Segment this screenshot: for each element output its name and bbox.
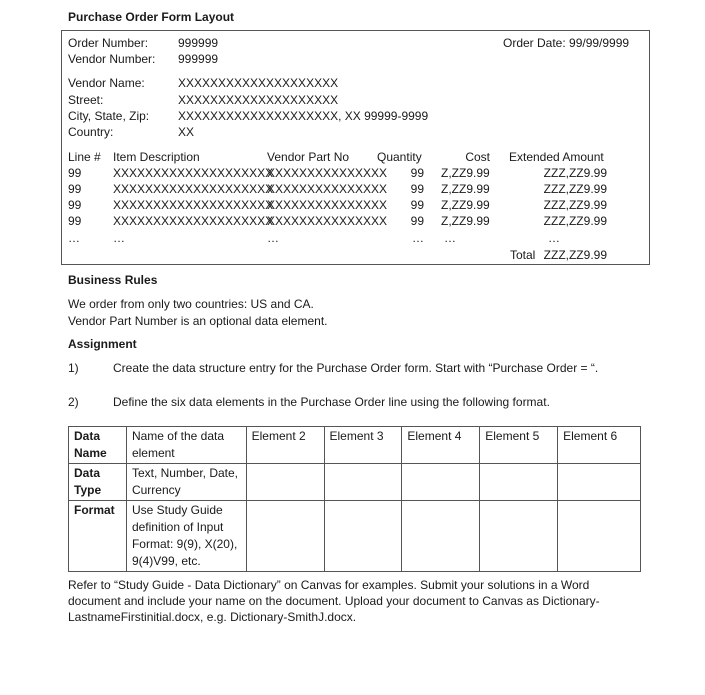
row-description: … [113, 231, 125, 245]
business-rule-1: We order from only two countries: US and CA. [68, 297, 314, 311]
col-header-cost: Cost [465, 150, 490, 164]
row-extended: ZZZ,ZZ9.99 [543, 182, 607, 196]
order-date: Order Date: 99/99/9999 [503, 36, 630, 50]
total-label: Total [510, 248, 536, 262]
table-cell [558, 464, 641, 501]
vendor-name-value: XXXXXXXXXXXXXXXXXXXX [178, 76, 339, 90]
order-number-label: Order Number: [68, 36, 149, 50]
order-number-value: 999999 [178, 36, 219, 50]
row-cost: Z,ZZ9.99 [441, 214, 490, 228]
row-cost: Z,ZZ9.99 [441, 166, 490, 180]
table-cell [480, 501, 558, 572]
country-label: Country: [68, 125, 114, 139]
row-extended: … [548, 231, 560, 245]
row-line: 99 [68, 166, 82, 180]
vendor-number-label: Vendor Number: [68, 52, 156, 66]
table-cell [324, 501, 402, 572]
business-rule-2: Vendor Part Number is an optional data element. [68, 314, 328, 328]
street-value: XXXXXXXXXXXXXXXXXXXX [178, 93, 339, 107]
assignment-item-1-number: 1) [68, 361, 79, 375]
page-title: Purchase Order Form Layout [68, 10, 235, 24]
row-description: XXXXXXXXXXXXXXXXXXXX [113, 214, 274, 228]
row-part: XXXXXXXXXXXXXXX [267, 214, 388, 228]
table-cell [402, 501, 480, 572]
element-header: Element 3 [324, 427, 402, 464]
street-label: Street: [68, 93, 104, 107]
data-name-label: Data Name [69, 427, 127, 464]
assignment-item-1-text: Create the data structure entry for the Purchase Order form. Start with “Purchase Order = “. [113, 361, 599, 375]
footer-line-3: LastnameFirstinitial.docx, e.g. Dictionary-SmithJ.docx. [68, 610, 357, 624]
row-cost: Z,ZZ9.99 [441, 198, 490, 212]
table-row [69, 427, 641, 464]
format-label: Format [69, 501, 127, 572]
row-quantity: 99 [410, 182, 424, 196]
row-quantity: 99 [410, 166, 424, 180]
city-state-zip-value: XXXXXXXXXXXXXXXXXXXX, XX 99999-9999 [178, 109, 429, 123]
row-quantity: … [412, 231, 424, 245]
assignment-item-2-text: Define the six data elements in the Purchase Order line using the following format. [113, 395, 550, 409]
row-description: XXXXXXXXXXXXXXXXXXXX [113, 198, 274, 212]
col-header-quantity: Quantity [377, 150, 422, 164]
vendor-name-label: Vendor Name: [68, 76, 145, 90]
business-rules-heading: Business Rules [68, 273, 158, 287]
row-line: 99 [68, 182, 82, 196]
city-state-zip-label: City, State, Zip: [68, 109, 150, 123]
data-name-description: Name of the data element [126, 427, 246, 464]
table-cell [246, 501, 324, 572]
table-row [69, 464, 641, 501]
table-row [69, 501, 641, 572]
table-cell [246, 464, 324, 501]
table-cell [402, 464, 480, 501]
row-part: … [267, 231, 279, 245]
element-header: Element 2 [246, 427, 324, 464]
row-extended: ZZZ,ZZ9.99 [543, 166, 607, 180]
row-extended: ZZZ,ZZ9.99 [543, 214, 607, 228]
col-header-description: Item Description [113, 150, 200, 164]
table-cell [480, 464, 558, 501]
col-header-line: Line # [68, 150, 101, 164]
data-type-label: Data Type [69, 464, 127, 501]
data-element-table [68, 426, 641, 572]
row-description: XXXXXXXXXXXXXXXXXXXX [113, 166, 274, 180]
row-line: 99 [68, 214, 82, 228]
vendor-number-value: 999999 [178, 52, 219, 66]
total-value: ZZZ,ZZ9.99 [543, 248, 607, 262]
footer-line-2: document and include your name on the document. Upload your document to Canvas as Dictionary- [68, 594, 600, 608]
element-header: Element 4 [402, 427, 480, 464]
row-part: XXXXXXXXXXXXXXX [267, 166, 388, 180]
assignment-heading: Assignment [68, 337, 137, 351]
country-value: XX [178, 125, 195, 139]
table-cell [558, 501, 641, 572]
row-quantity: 99 [410, 198, 424, 212]
row-cost: … [444, 231, 456, 245]
table-cell [324, 464, 402, 501]
element-header: Element 6 [558, 427, 641, 464]
row-line: … [68, 231, 80, 245]
format-description: Use Study Guide definition of Input Format: 9(9), X(20), 9(4)V99, etc. [126, 501, 246, 572]
assignment-item-2-number: 2) [68, 395, 79, 409]
footer-line-1: Refer to “Study Guide - Data Dictionary” on Canvas for examples. Submit your solutions in a Word [68, 578, 590, 592]
row-description: XXXXXXXXXXXXXXXXXXXX [113, 182, 274, 196]
row-part: XXXXXXXXXXXXXXX [267, 198, 388, 212]
col-header-part: Vendor Part No [267, 150, 350, 164]
row-line: 99 [68, 198, 82, 212]
data-type-description: Text, Number, Date, Currency [126, 464, 246, 501]
row-quantity: 99 [410, 214, 424, 228]
row-extended: ZZZ,ZZ9.99 [543, 198, 607, 212]
row-part: XXXXXXXXXXXXXXX [267, 182, 388, 196]
element-header: Element 5 [480, 427, 558, 464]
row-cost: Z,ZZ9.99 [441, 182, 490, 196]
col-header-extended: Extended Amount [509, 150, 604, 164]
